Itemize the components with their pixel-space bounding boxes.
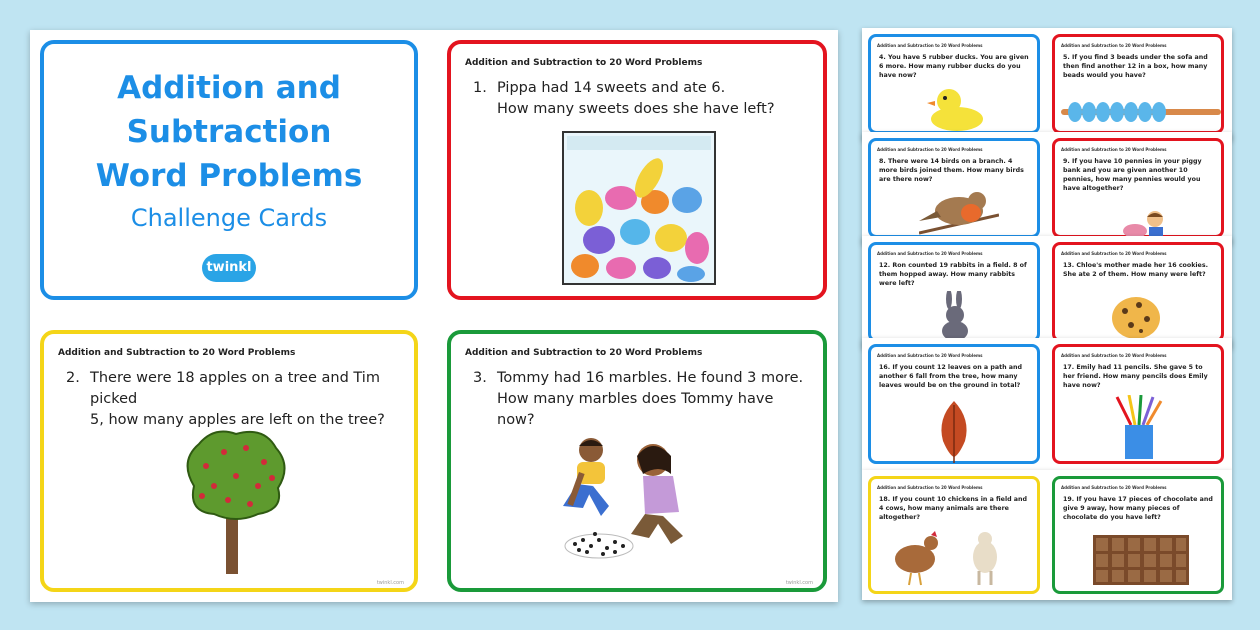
- mini-question-number: 9.: [1063, 158, 1070, 165]
- stack-sheet-5: [862, 470, 1232, 600]
- question-number: 2.: [66, 370, 80, 386]
- children-marbles-icon: [553, 434, 723, 564]
- mini-question-text: If you count 12 leaves on a path and another 6 fall from the tree, how many leaves would be on the ground in total?: [879, 364, 1023, 389]
- card-question: [473, 368, 805, 431]
- question-line-1: Tommy had 16 marbles. He found 3 more.: [497, 370, 804, 386]
- card-question: [473, 78, 805, 120]
- mini-card-16: [868, 344, 1040, 464]
- title-card: [40, 40, 418, 300]
- card-3: [447, 330, 827, 592]
- mini-card-4: [868, 34, 1040, 134]
- robin-icon: [919, 185, 999, 237]
- title-line-2: Subtraction: [126, 114, 332, 150]
- mini-card-9: [1052, 138, 1224, 238]
- mini-card-8: [868, 138, 1040, 238]
- mini-question-text: Chloe's mother made her 16 cookies. She ate 2 of them. How many were left?: [1063, 262, 1208, 278]
- stack-sheet-1: [862, 28, 1232, 140]
- mini-question-text: Ron counted 19 rabbits in a field. 8 of them hopped away. How many rabbits were left?: [879, 262, 1027, 287]
- main-sheet: [30, 30, 838, 602]
- mini-question-number: 18.: [879, 496, 891, 503]
- mini-question-number: 5.: [1063, 54, 1070, 61]
- mini-card-19: [1052, 476, 1224, 594]
- card-heading: Addition and Subtraction to 20 Word Problems: [465, 348, 703, 358]
- question-line-2: 5, how many apples are left on the tree?: [90, 412, 385, 428]
- mini-card-17: [1052, 344, 1224, 464]
- card-2: [40, 330, 418, 592]
- mini-card-heading: Addition and Subtraction to 20 Word Problems: [877, 485, 983, 490]
- footer-mark: twinkl.com: [376, 580, 404, 586]
- mini-question-text: If you have 17 pieces of chocolate and give 9 away, how many pieces of chocolate do you have left?: [1063, 496, 1213, 521]
- apple-tree-icon: [174, 426, 294, 576]
- card-heading: Addition and Subtraction to 20 Word Problems: [465, 58, 703, 68]
- mini-question-text: There were 14 birds on a branch. 4 more birds joined them. How many birds are there now?: [879, 158, 1024, 183]
- duck-icon: [927, 85, 987, 131]
- stack-sheet-3: [862, 236, 1232, 348]
- mini-question-text: If you count 10 chickens in a field and 4 cows, how many animals are there altogether?: [879, 496, 1028, 521]
- mini-question-number: 8.: [879, 158, 886, 165]
- sweet-jar-icon: [559, 128, 719, 288]
- mini-card-heading: Addition and Subtraction to 20 Word Problems: [1061, 147, 1167, 152]
- mini-question-number: 16.: [879, 364, 891, 371]
- mini-card-heading: Addition and Subtraction to 20 Word Problems: [1061, 485, 1167, 490]
- mini-question-text: If you find 3 beads under the sofa and then find another 12 in a box, how many beads would you have?: [1063, 54, 1208, 79]
- title-subtitle: Challenge Cards: [130, 204, 328, 232]
- mini-card-13: [1052, 242, 1224, 342]
- rabbit-icon: [937, 291, 973, 341]
- question-number: 3.: [473, 370, 487, 386]
- stack-sheet-4: [862, 338, 1232, 470]
- title-line-1: Addition and: [117, 70, 341, 106]
- card-question: [66, 368, 396, 431]
- question-line-1: Pippa had 14 sweets and ate 6.: [497, 80, 726, 96]
- mini-card-heading: Addition and Subtraction to 20 Word Problems: [877, 353, 983, 358]
- abacus-icon: [1061, 101, 1221, 123]
- mini-question-number: 13.: [1063, 262, 1075, 269]
- mini-card-heading: Addition and Subtraction to 20 Word Problems: [1061, 353, 1167, 358]
- mini-question-number: 17.: [1063, 364, 1075, 371]
- pencil-pot-icon: [1111, 395, 1165, 461]
- mini-card-heading: Addition and Subtraction to 20 Word Problems: [877, 43, 983, 48]
- question-line-2: How many sweets does she have left?: [497, 101, 775, 117]
- mini-question-number: 12.: [879, 262, 891, 269]
- mini-card-5: [1052, 34, 1224, 134]
- mini-card-18: [868, 476, 1040, 594]
- title-line-3: Word Problems: [95, 158, 363, 194]
- stack-sheet-2: [862, 132, 1232, 244]
- question-line-1: There were 18 apples on a tree and Tim picked: [90, 370, 380, 407]
- mini-question-number: 19.: [1063, 496, 1075, 503]
- mini-card-heading: Addition and Subtraction to 20 Word Problems: [1061, 43, 1167, 48]
- mini-card-heading: Addition and Subtraction to 20 Word Problems: [877, 147, 983, 152]
- mini-question-number: 4.: [879, 54, 886, 61]
- card-heading: Addition and Subtraction to 20 Word Problems: [58, 348, 296, 358]
- chicken-calf-icon: [891, 529, 1011, 587]
- question-line-2: How many marbles does Tommy have now?: [497, 391, 774, 428]
- mini-question-text: You have 5 rubber ducks. You are given 6 more. How many rubber ducks do you have now?: [879, 54, 1029, 79]
- mini-card-heading: Addition and Subtraction to 20 Word Problems: [1061, 251, 1167, 256]
- card-1: [447, 40, 827, 300]
- cookie-icon: [1111, 293, 1161, 339]
- boy-piggy-bank-icon: [1119, 209, 1169, 239]
- twinkl-logo: twinkl: [202, 254, 256, 282]
- leaf-icon: [937, 401, 971, 463]
- footer-mark: twinkl.com: [785, 580, 813, 586]
- chocolate-bar-icon: [1093, 535, 1189, 585]
- mini-question-text: Emily had 11 pencils. She gave 5 to her friend. How many pencils does Emily have now?: [1063, 364, 1208, 389]
- mini-question-text: If you have 10 pennies in your piggy bank and you are given another 10 pennies, how many pennies would you have altogether?: [1063, 158, 1202, 192]
- question-number: 1.: [473, 80, 487, 96]
- mini-card-12: [868, 242, 1040, 342]
- mini-card-heading: Addition and Subtraction to 20 Word Problems: [877, 251, 983, 256]
